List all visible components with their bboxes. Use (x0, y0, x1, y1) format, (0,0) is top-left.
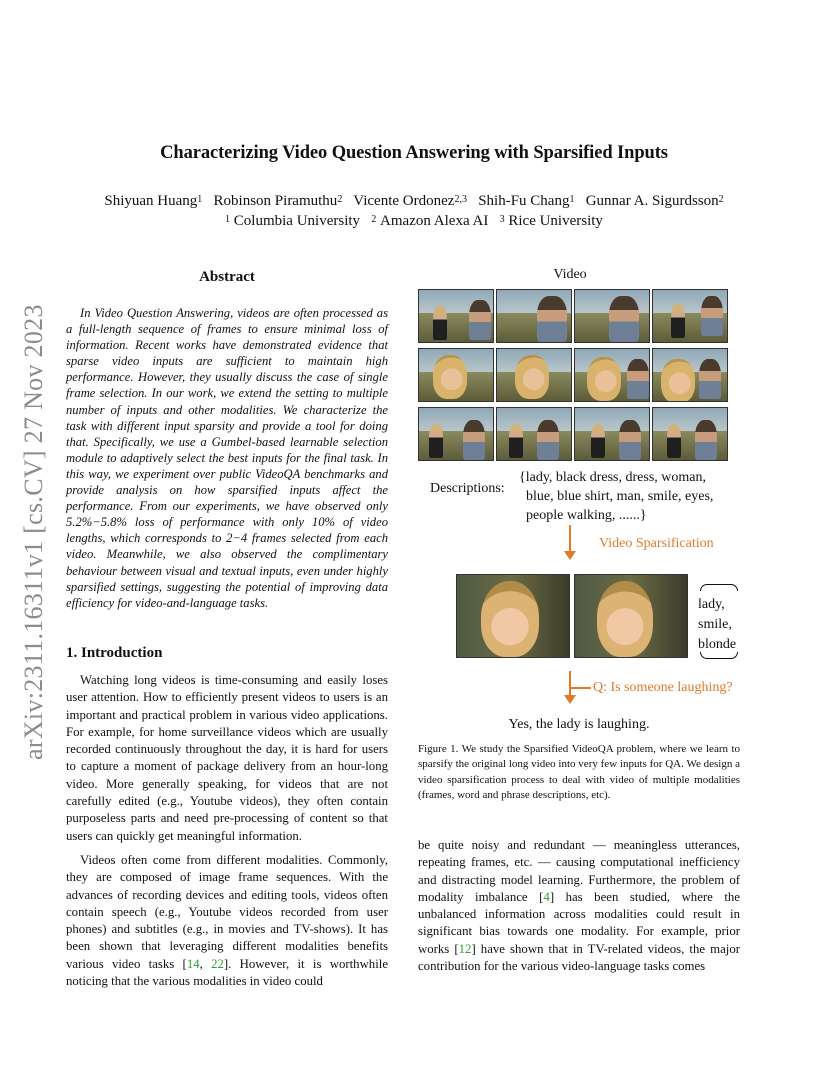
abstract-heading: Abstract (199, 269, 255, 285)
intro-paragraph-1: Watching long videos is time-consuming and easily loses user attention. How to efficiently present videos to users is an important and practical problem in various video applications. For example, for home surveillance videos which are usually recorded continuously throughout the day, it is hard for users to capture a moment of package delivery from an hour-long video. More generally speaking, for videos that are not carefully edited (e.g., Youtube videos), they often contain purposeless parts and need pre-processing of content so that users can quickly get meaningful information. (66, 673, 388, 843)
arxiv-stamp: arXiv:2311.16311v1 [cs.CV] 27 Nov 2023 (19, 304, 48, 760)
author-sup: 2 (718, 194, 724, 205)
author-sup: 1 (197, 194, 203, 205)
question-label: Q: Is someone laughing? (593, 680, 733, 695)
arrow-down-icon (564, 551, 576, 560)
arrow-shaft (569, 525, 571, 551)
author-sup: 2 (337, 194, 343, 205)
brace-bottom (700, 652, 738, 659)
abstract-text: In Video Question Answering, videos are often processed as a full-length sequence of frames to ensure minimal loss of information. Recent works have demonstrated evidence that sparse video inputs are sufficient to maintain high performance. However, they usually discuss the case of single frame selection. In our work, we extend the setting to multiple number of inputs and other modalities. We characterize the task with different input sparsity and provide a tool for doing that. Specifically, we use a Gumbel-based learnable selection module to adaptively select the best inputs for the final task. In this way, we experiment over public VideoQA benchmarks and provide analysis on how sparsified inputs affect the performance. From our experiments, we have observed only 5.2%−5.8% loss of performance with only 10% of video lengths, which corresponds to 2−4 frames selected from each video. Meanwhile, we also observed the complimentary behaviour between visual and textual inputs, even under highly sparsified settings, suggesting the potential of improving data efficiency for video-and-language tasks. (66, 306, 388, 610)
section-heading: 1. Introduction (66, 645, 163, 661)
paragraph-text: ] have shown that in TV-related videos, the major contribution for the various video-language tasks comes (418, 941, 740, 974)
citation-link[interactable]: 12 (458, 941, 472, 956)
descriptions-list (519, 468, 739, 525)
video-frame-thumbnail (496, 348, 572, 402)
video-frame-thumbnail (574, 407, 650, 461)
affiliation-name: Columbia University (233, 213, 361, 229)
author-name: Vicente Ordonez (353, 193, 455, 209)
answer-text: Yes, the lady is laughing. (508, 717, 650, 732)
author-name: Robinson Piramuthu (213, 193, 338, 209)
video-frame-thumbnail (418, 348, 494, 402)
author-name: Shih-Fu Chang (478, 193, 570, 209)
arrow-branch (569, 687, 591, 689)
sparsification-label: Video Sparsification (599, 536, 714, 551)
affiliation-name: Amazon Alexa AI (380, 213, 489, 229)
video-frame-thumbnail (496, 289, 572, 343)
video-frame-thumbnail (418, 407, 494, 461)
author-name: Gunnar A. Sigurdsson (585, 193, 719, 209)
affiliation-name: Rice University (508, 213, 603, 229)
description-line: {lady, black dress, dress, woman, (519, 470, 706, 485)
figure-video-label: Video (553, 267, 587, 282)
description-line: blue, blue shirt, man, smile, eyes, (526, 489, 714, 504)
video-frame-thumbnail (574, 348, 650, 402)
video-frame-thumbnail (496, 407, 572, 461)
selected-frame (456, 574, 570, 658)
intro-paragraph-2 (66, 852, 388, 990)
description-line: people walking, ......} (526, 508, 647, 523)
selected-word: smile, (698, 617, 732, 632)
affil-sup: 2 (371, 214, 377, 225)
paragraph-text: ]. However, it is worthwhile noticing that the various modalities in video could (66, 956, 388, 989)
affil-sup: 3 (499, 214, 505, 225)
figure-caption: Figure 1. We study the Sparsified VideoQA problem, where we learn to sparsify the original long video into very few inputs for QA. We design a video sparsification process to deal with video of multiple modalities (frames, word and phrase descriptions, etc). (418, 743, 740, 801)
video-frame-thumbnail (652, 348, 728, 402)
paper-title: Characterizing Video Question Answering with Sparsified Inputs (160, 143, 668, 163)
author-list (0, 192, 828, 211)
affiliation-list (0, 212, 828, 231)
video-frame-thumbnail (418, 289, 494, 343)
author-sup: 2,3 (454, 194, 467, 205)
paragraph-text: ] has been studied, where the unbalanced information across modalities could result in significant bias towards one modality. For example, prior works [ (418, 889, 740, 956)
author-sup: 1 (569, 194, 575, 205)
author-name: Shiyuan Huang (104, 193, 198, 209)
selected-words (698, 595, 736, 655)
citation-separator: , (199, 956, 212, 971)
citation-link[interactable]: 22 (211, 956, 224, 971)
descriptions-label: Descriptions: (430, 481, 505, 496)
video-frame-thumbnail (652, 407, 728, 461)
citation-link[interactable]: 14 (186, 956, 200, 971)
arrow-shaft (569, 671, 571, 695)
affil-sup: 1 (225, 214, 231, 225)
paragraph-text: Videos often come from different modalities. Commonly, they are composed of image frame sequences. With the advances of recording devices and editing tools, videos often contain speech (e.g., Youtube videos recorded from user phones) and subtitles (e.g., in movies and TV-shows). It has been shown that leveraging different modalities benefits various video tasks [ (66, 853, 388, 971)
intro-paragraph-continued (418, 837, 740, 975)
selected-word: blonde (698, 637, 737, 652)
selected-word: lady, (698, 597, 725, 612)
arrow-down-icon (564, 695, 576, 704)
brace-top (700, 584, 738, 591)
paragraph-text: be quite noisy and redundant — meaningless utterances, repeating frames, etc. — causing computational inefficiency and distracting model learning. Furthermore, the problem of modality imbalance [ (418, 838, 740, 904)
selected-frame (574, 574, 688, 658)
citation-link[interactable]: 4 (543, 889, 550, 904)
video-frame-thumbnail (652, 289, 728, 343)
video-frame-thumbnail (574, 289, 650, 343)
